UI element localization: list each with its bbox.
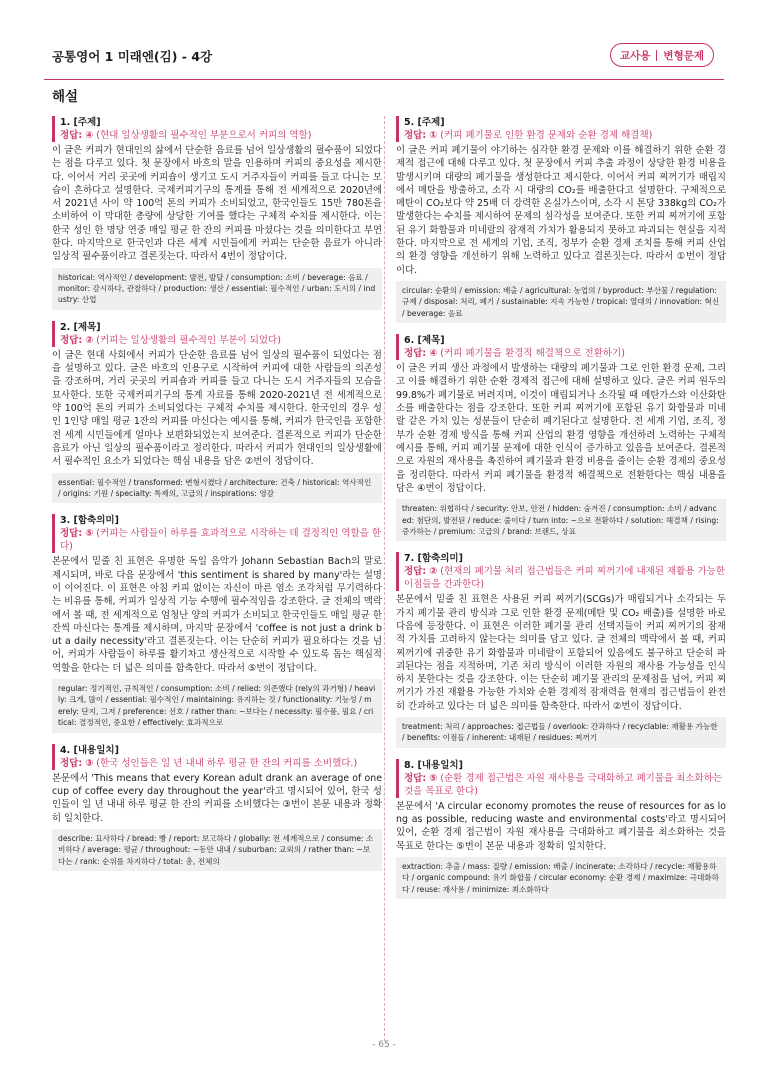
answer-mark: ② [85, 334, 94, 346]
explanation-text: 본문에서 밑줄 친 표현은 유명한 독일 음악가 Johann Sebastian Bach의 말로 제시되며, 바로 다음 문장에서 'this sentiment is shared by many'라는 설명이 이어진다. 이 표현은 아침 커피 없이는 자신이 마른 염소 조각처럼 무기력하다는 비유를 통해, 커피가 일상적 기능 수행에 필수적임을 강조한다. 글 전체의 맥락에서 볼 때, 전 세계적으로 엄청난 양의 커피가 소비되고 한국인들도 매일 평균 한 잔씩 마신다는 통계를 제시하며, 마지막 문장에서 'coffee is not just a drink but a daily necessity'라고 결론짓는다. 이는 단순히 커피가 필요하다는 것을 넘어, 커피가 사람들이 하루를 활기차고 생산적으로 시작할 수 있도록 돕는 핵심적 역할을 한다는 더 넓은 의미를 함축한다. 따라서 ⑤번이 정답이다. [52, 556, 382, 674]
question-number: 4. [내용일치] [60, 744, 119, 756]
answer-label: 정답: [60, 757, 83, 769]
answer-mark: ④ [429, 348, 438, 360]
vocab-box: describe: 묘사하다 / bread: 빵 / report: 보고하다 / globally: 전 세계적으로 / consume: 소비하다 / average: 평균 / throughout: ~동안 내내 / suburban: 교외의 / rather than: ~보다는 / rank: 순위를 차지하다 / total: 총, 전체의 [52, 829, 382, 871]
teacher-badge [610, 43, 714, 67]
answer-line [60, 334, 382, 347]
badge-left-label: 교사용 [619, 49, 651, 62]
vocab-box: extraction: 추출 / mass: 질량 / emission: 배출 / incinerate: 소각하다 / recycle: 재활용하다 / organic compound: 유기 화합물 / circular economy: 순환 경제 / maximize: 극대화하다 / reuse: 재사용 / minimize: 최소화하다 [396, 857, 726, 899]
question-number: 1. [주제] [60, 117, 101, 128]
explanation-text: 본문에서 밑줄 친 표현은 사용된 커피 찌꺼기(SCGs)가 매립되거나 소각되는 두 가지 폐기물 관리 방식과 그로 인한 환경 문제(메탄 및 CO₂ 배출)를 설명한 바로 다음에 등장한다. 이 표현은 이러한 폐기물 관리 선택지들이 커피 찌꺼기의 잠재적 가치를 고려하지 않는다는 의미를 담고 있다. 글 전체의 맥락에서 볼 때, 커피 찌꺼기에 귀중한 유기 화합물과 미네랄이 포함되어 있음에도 불구하고 단순히 파괴된다는 점을 지적하며, 기존 처리 방식이 이러한 자원의 재사용 가능성을 인식하지 못한다는 것을 강조한다. 이는 단순히 폐기물 관리의 문제점을 넘어, 커피 찌꺼기가 가진 재활용 가능한 가치와 순환 경제적 잠재력을 현재의 접근법들이 완전히 간과하고 있다는 더 넓은 의미를 함축한다. 따라서 ②번이 정답이다. [396, 594, 726, 712]
explanation-text: 본문에서 'This means that every Korean adult drank an average of one cup of coffee every day throughout the year'라고 명시되어 있어, 한국 성인들이 일 년 내내 하루 평균 한 잔의 커피를 소비했다는 ③번이 본문 내용과 정확히 일치한다. [52, 772, 382, 824]
answer-mark: ① [429, 130, 438, 141]
question-number: 2. [제목] [60, 321, 101, 333]
question-number: 5. [주제] [404, 117, 445, 128]
answer-label: 정답: [60, 130, 83, 141]
answer-label: 정답: [60, 334, 83, 346]
answer-mark: ⑤ [429, 772, 438, 784]
question-number: 3. [함축의미] [60, 515, 119, 527]
question-3 [52, 514, 382, 732]
question-2 [52, 321, 382, 503]
explanation-text: 이 글은 현대 사회에서 커피가 단순한 음료를 넘어 일상의 필수품이 되었다는 점을 설명하고 있다. 글은 바흐의 인용구로 시작하여 커피에 대한 사람들의 의존성을 강조하며, 거리 곳곳의 커피숍과 커피를 들고 다니는 도시 거주자들의 모습을 묘사한다. 또한 국제커피기구의 통계 자료를 통해 2020-2021년 전 세계적으로 약 100억 톤의 커피가 소비되었다는 구체적 수치를 제시한다. 한국인의 경우 성인 1인당 매일 평균 1잔의 커피를 마신다는 예시를 통해, 커피가 한국인을 포함한 전 세계 시민들에게 얼마나 보편화되었는지 보여준다. 결론적으로 커피가 단순한 음료가 아닌 일상의 필수품이라고 정리한다. 따라서 커피가 현대인의 일상생활에서 필수적인 요소가 되었다는 핵심 내용을 담은 ②번이 정답이다. [52, 349, 382, 468]
answer-line [404, 772, 726, 798]
question-5 [396, 116, 726, 323]
answer-text: (순환 경제 접근법은 자원 재사용을 극대화하고 폐기물을 최소화하는 것을 목표로 한다) [404, 772, 723, 797]
badge-separator [656, 50, 657, 61]
answer-text: (커피 폐기물로 인한 환경 문제와 순환 경제 해결책) [440, 130, 653, 141]
question-8 [396, 759, 726, 899]
answer-line [404, 565, 726, 591]
question-6 [396, 334, 726, 541]
column-divider [384, 116, 385, 1041]
question-header [396, 552, 726, 591]
answer-label: 정답: [404, 772, 427, 784]
explanation-text: 이 글은 커피 폐기물이 야기하는 심각한 환경 문제와 이를 해결하기 위한 순환 경제적 접근에 대해 다루고 있다. 첫 문장에서 커피 추출 과정이 상당한 환경 비용을 발생시키며 대량의 폐기물을 생성한다고 제시한다. 이어서 커피 찌꺼기가 매립지에서 메탄을 방출하고, 소각 시 대량의 CO₂를 배출한다고 설명한다. 구체적으로 메탄이 CO₂보다 약 25배 더 강력한 온실가스이며, 소각 시 톤당 338kg의 CO₂가 발생한다는 수치를 제시하여 문제의 심각성을 보여준다. 또한 커피 찌꺼기에 포함된 유기 화합물과 미네랄의 잠재적 가치가 활용되지 못하고 파괴되는 현실을 지적한다. 마지막으로 전 세계의 기업, 조직, 정부가 순환 경제 조치를 통해 커피 산업의 환경 영향을 개선하기 위해 노력하고 있다고 결론짓는다. 따라서 ①번이 정답이다. [396, 145, 726, 276]
explanation-text: 본문에서 'A circular economy promotes the reuse of resources for as long as possible, reducing waste and environmental costs'라고 명시되어 있어, 순환 경제 접근법이 자원 재사용을 극대화하고 폐기물을 최소화하는 것을 목표로 한다는 ⑤번이 본문 내용과 정확히 일치한다. [396, 800, 726, 852]
answer-mark: ④ [85, 130, 94, 141]
question-header [52, 116, 382, 142]
badge-right-label: 변형문제 [663, 49, 704, 62]
answer-text: (커피 폐기물을 환경적 해결책으로 전환하기) [440, 348, 625, 360]
explanation-text: 이 글은 커피 생산 과정에서 발생하는 대량의 폐기물과 그로 인한 환경 문제, 그리고 이를 해결하기 위한 순환 경제적 접근에 대해 설명하고 있다. 글은 커피 원두의 99.8%가 폐기물로 버려지며, 이것이 매립되거나 소각될 때 메탄가스와 이산화탄소를 배출한다는 점을 강조한다. 또한 커피 찌꺼기에 포함된 유기 화합물과 미네랄 같은 가치 있는 성분들이 단순히 폐기된다고 설명한다. 전 세계 기업, 조직, 정부가 순환 경제 방식을 통해 커피 산업의 환경 영향을 개선하려 노력하는 구체적 예시를 통해, 커피 폐기물 문제에 대한 인식이 증가하고 있음을 보여준다. 결론적으로 자원의 재사용을 촉진하여 폐기물과 환경 비용을 줄이는 순환 경제의 중요성을 정리한다. 따라서 커피 폐기물을 환경적 해결책으로 전환한다는 핵심 내용을 담은 ④번이 정답이다. [396, 363, 726, 494]
vocab-box: threaten: 위협하다 / security: 안보, 안전 / hidden: 숨겨진 / consumption: 소비 / advanced: 첨단의, 발전된 / reduce: 줄이다 / turn into: ~으로 전환하다 / solution: 해결책 / rising: 증가하는 / premium: 고급의 / brand: 브랜드, 상표 [396, 499, 726, 541]
answer-mark: ③ [85, 757, 94, 769]
explanation-text: 이 글은 커피가 현대인의 삶에서 단순한 음료를 넘어 일상생활의 필수품이 되었다는 점을 다루고 있다. 첫 문장에서 바흐의 말을 인용하며 커피의 중요성을 제시한다. 이어서 거리 곳곳에 커피숍이 생기고 도시 거주자들이 커피를 들고 다니는 모습이 흔하다고 설명한다. 국제커피기구의 통계를 통해 전 세계적으로 2020년에서 2021년 사이 약 100억 톤의 커피가 소비되었고, 한국인들도 15만 780톤을 소비하여 이 막대한 총량에 상당한 기여를 했다는 구체적 수치를 제시한다. 이는 한국 성인 한 명당 연중 매일 평균 한 잔의 커피를 마셨다는 것을 의미한다고 부연한다. 마지막으로 한국인과 다른 세계 시민들에게 커피는 단순한 음료가 아니라 일상적 필수품이라고 결론짓는다. 따라서 4번이 정답이다. [52, 145, 382, 263]
header-title: 공통영어 1 미래엔(김) - 4강 [52, 49, 213, 64]
answer-label: 정답: [404, 130, 427, 141]
answer-label: 정답: [60, 528, 83, 540]
answer-label: 정답: [404, 566, 427, 578]
answer-line [404, 347, 726, 360]
question-4 [52, 744, 382, 871]
question-1 [52, 116, 382, 310]
question-header [52, 744, 382, 770]
vocab-box: regular: 정기적인, 규칙적인 / consumption: 소비 / relied: 의존했다 (rely의 과거형) / heavily: 크게, 많이 / essential: 필수적인 / maintaining: 유지하는 것 / functionality: 기능성 / merely: 단지, 그저 / preference: 선호 / rather than: ~보다는 / necessity: 필수품, 필요 / critical: 결정적인, 중요한 / effectively: 효과적으로 [52, 679, 382, 733]
answer-text: (한국 성인들은 일 년 내내 하루 평균 한 잔의 커피를 소비했다.) [96, 757, 358, 769]
question-header [396, 116, 726, 142]
question-header [396, 759, 726, 798]
vocab-box: treatment: 처리 / approaches: 접근법들 / overlook: 간과하다 / recyclable: 재활용 가능한 / benefits: 이점들 / inherent: 내재된 / residues: 찌꺼기 [396, 717, 726, 748]
answer-text: (현대 일상생활의 필수적인 부분으로서 커피의 역할) [96, 130, 312, 141]
answer-mark: ⑤ [85, 528, 94, 540]
question-header [52, 514, 382, 553]
section-title: 해설 [52, 89, 79, 105]
answer-label: 정답: [404, 348, 427, 360]
vocab-box: circular: 순환의 / emission: 배출 / agricultural: 농업의 / byproduct: 부산물 / regulation: 규제 / disposal: 처리, 폐기 / sustainable: 지속 가능한 / tropical: 열대의 / innovation: 혁신 / beverage: 음료 [396, 281, 726, 323]
vocab-box: essential: 필수적인 / transformed: 변형시켰다 / architecture: 건축 / historical: 역사적인 / origins: 기원 / specialty: 특제의, 고급의 / inspirations: 영감 [52, 473, 382, 504]
header-rule [44, 79, 724, 80]
answer-line [60, 129, 382, 142]
left-column [52, 116, 382, 882]
question-7 [396, 552, 726, 747]
answer-text: (커피는 일상생활의 필수적인 부분이 되었다) [96, 334, 281, 346]
answer-line [60, 757, 382, 770]
question-header [396, 334, 726, 360]
vocab-box: historical: 역사적인 / development: 발전, 발달 / consumption: 소비 / beverage: 음료 / monitor: 감시하다, 관찰하다 / production: 생산 / essential: 필수적인 / urban: 도시의 / industry: 산업 [52, 268, 382, 310]
answer-line [60, 527, 382, 553]
answer-line [404, 129, 726, 142]
question-header [52, 321, 382, 347]
answer-text: (현재의 폐기물 처리 접근법들은 커피 찌꺼기에 내재된 재활용 가능한 이점들을 간과한다) [404, 566, 726, 591]
question-number: 7. [함축의미] [404, 553, 463, 565]
right-column [396, 116, 726, 910]
answer-text: (커피는 사람들이 하루를 효과적으로 시작하는 데 결정적인 역할을 한다) [60, 528, 382, 553]
page-number: - 65 - [372, 1040, 396, 1050]
question-number: 6. [제목] [404, 335, 445, 347]
answer-mark: ② [429, 566, 438, 578]
question-number: 8. [내용일치] [404, 759, 463, 771]
